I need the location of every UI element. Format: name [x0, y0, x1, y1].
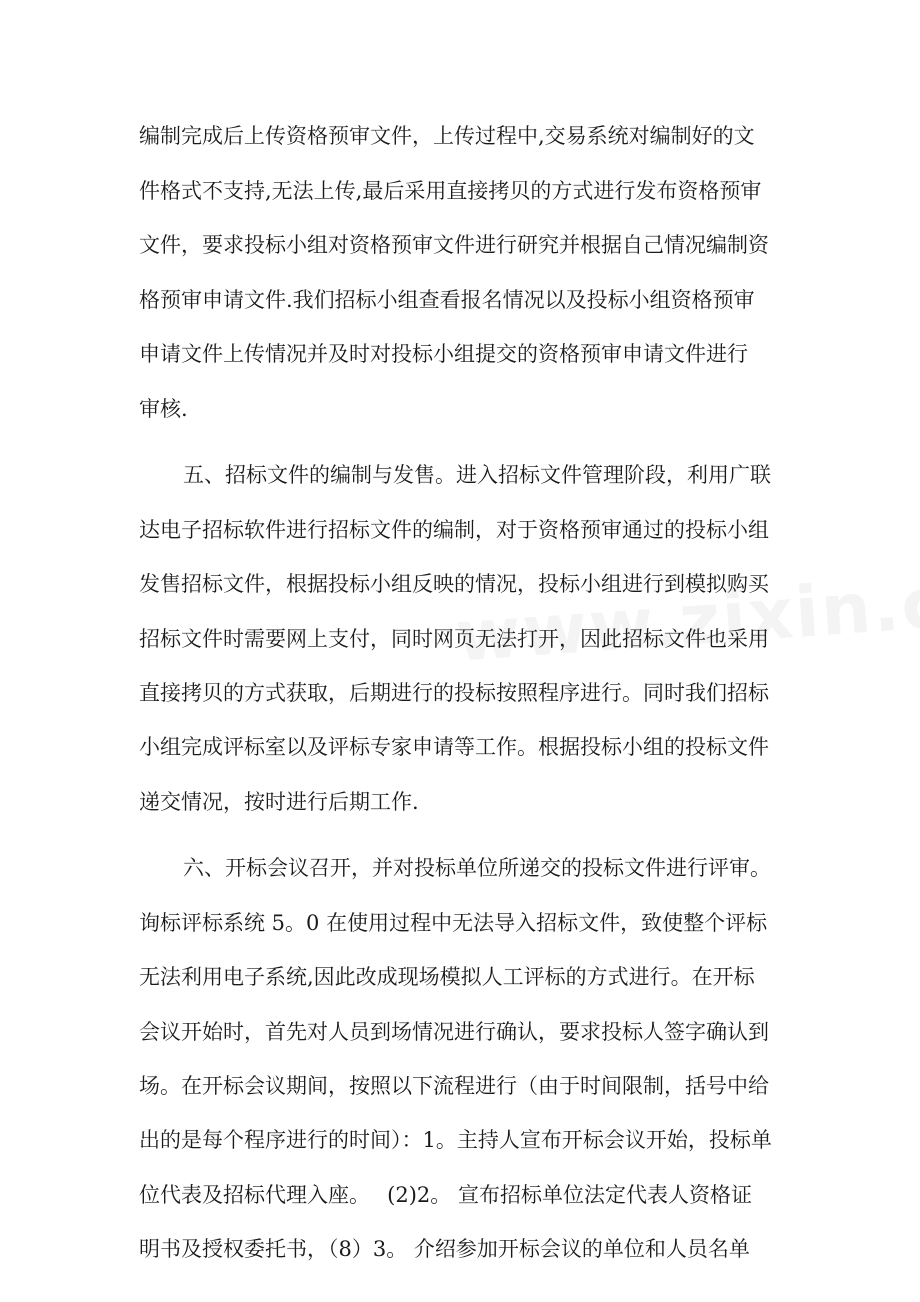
text-line: 递交情况，按时进行后期工作.	[139, 790, 419, 814]
text-line: 发售招标文件，根据投标小组反映的情况，投标小组进行到模拟购买	[139, 572, 769, 596]
text-line: 无法利用电子系统,因此改成现场模拟人工评标的方式进行。在开标	[139, 965, 755, 989]
text-line: 询标评标系统 5。0 在使用过程中无法导入招标文件，致使整个评标	[139, 911, 768, 935]
text-line: 招标文件时需要网上支付，同时网页无法打开，因此招标文件也采用	[139, 627, 769, 651]
text-line: 五、招标文件的编制与发售。进入招标文件管理阶段，利用广联	[183, 463, 771, 487]
text-line: 会议开始时，首先对人员到场情况进行确认，要求投标人签字确认到	[139, 1020, 769, 1044]
text-line: 格预审申请文件.我们招标小组查看报名情况以及投标小组资格预审	[139, 288, 755, 312]
text-line: 编制完成后上传资格预审文件，上传过程中,交易系统对编制好的文	[139, 124, 755, 148]
text-line: 审核.	[139, 397, 188, 421]
watermark-text	[453, 544, 920, 677]
text-line: 位代表及招标代理入座。 (2)2。 宣布招标单位法定代表人资格证	[139, 1183, 752, 1207]
text-line: 六、开标会议召开，并对投标单位所递交的投标文件进行评审。	[183, 856, 771, 880]
text-line: 场。在开标会议期间，按照以下流程进行（由于时间限制，括号中给	[139, 1074, 769, 1098]
text-line: 文件，要求投标小组对资格预审文件进行研究并根据自己情况编制资	[139, 233, 769, 257]
text-line: 小组完成评标室以及评标专家申请等工作。根据投标小组的投标文件	[139, 735, 769, 759]
text-line: 申请文件上传情况并及时对投标小组提交的资格预审申请文件进行	[139, 342, 748, 366]
text-line: 直接拷贝的方式获取，后期进行的投标按照程序进行。同时我们招标	[139, 681, 769, 705]
text-line: 明书及授权委托书，（8）3。 介绍参加开标会议的单位和人员名单	[139, 1237, 750, 1261]
text-line: 件格式不支持,无法上传,最后采用直接拷贝的方式进行发布资格预审	[139, 179, 762, 203]
text-line: 出的是每个程序进行的时间）：1。主持人宣布开标会议开始，投标单	[139, 1128, 772, 1152]
text-line: 达电子招标软件进行招标文件的编制，对于资格预审通过的投标小组	[139, 518, 769, 542]
